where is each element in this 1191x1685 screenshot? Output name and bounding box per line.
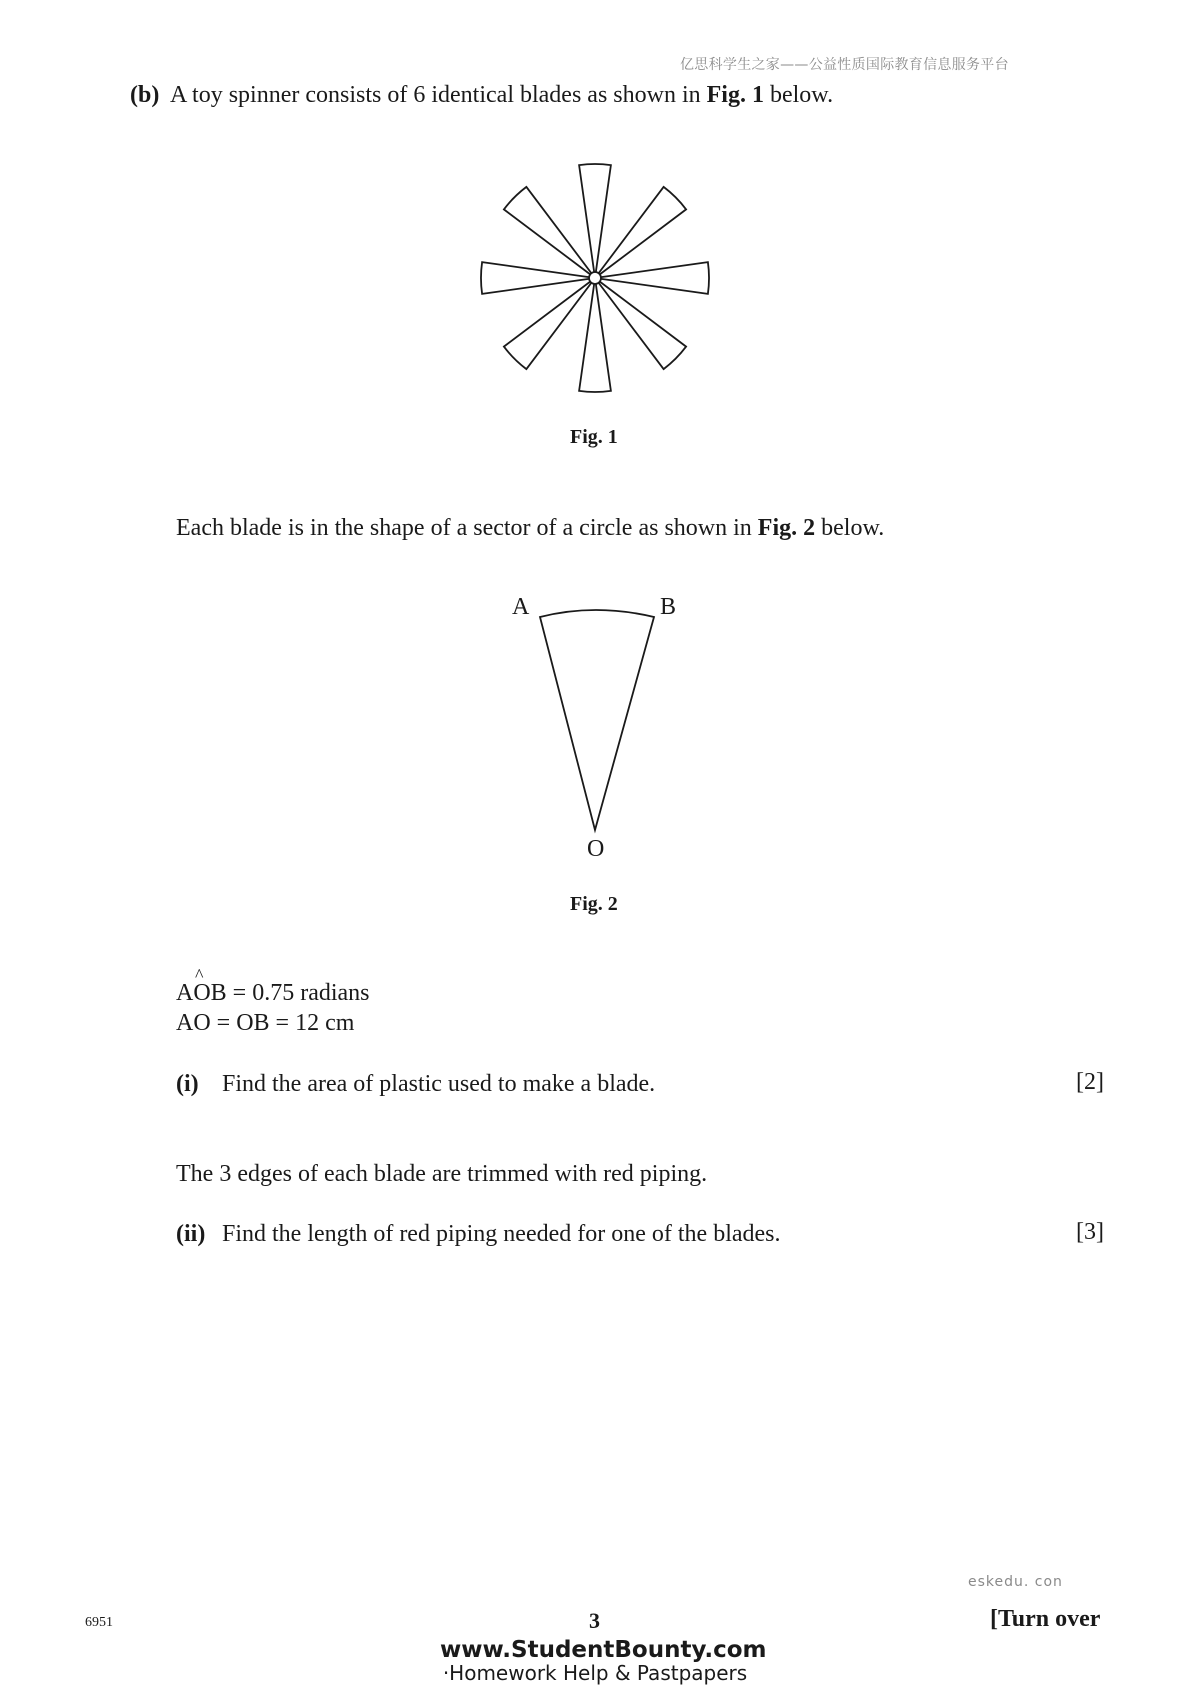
studentbounty-tagline: ·Homework Help & Pastpapers <box>442 1661 748 1685</box>
blade-intro-fig-ref: Fig. 2 <box>757 515 816 541</box>
part-b-line <box>130 80 833 110</box>
spinner-blade <box>579 278 611 392</box>
question-i-marks: [2] <box>1076 1069 1104 1095</box>
spinner-blade <box>579 164 611 278</box>
sector-outline <box>540 610 654 830</box>
spinner-blade <box>595 187 686 278</box>
part-b-fig-ref: Fig. 1 <box>706 82 764 108</box>
given-angle: AOB = 0.75 radians <box>176 980 370 1006</box>
question-ii <box>176 1219 205 1249</box>
top-watermark: 亿思科学生之家——公益性质国际教育信息服务平台 <box>680 57 1009 73</box>
point-b-label: B <box>660 594 677 620</box>
question-i <box>176 1069 199 1099</box>
spinner-blade <box>504 278 595 369</box>
spinner-blades <box>481 164 709 392</box>
part-b-label: (b) <box>130 82 160 108</box>
question-i-text: Find the area of plastic used to make a blade. <box>222 1071 656 1097</box>
question-i-label: (i) <box>176 1071 199 1097</box>
angle-hat-symbol: ^ <box>195 965 204 985</box>
spinner-blade <box>595 278 686 369</box>
fig-2-caption: Fig. 2 <box>570 893 618 915</box>
spinner-blade <box>595 262 709 294</box>
part-b-text-before: A toy spinner consists of 6 identical blades as shown in <box>170 82 707 108</box>
point-a-label: A <box>512 594 530 620</box>
question-ii-text: Find the length of red piping needed for one of the blades. <box>222 1221 781 1247</box>
given-lengths: AO = OB = 12 cm <box>176 1010 355 1036</box>
spinner-blade <box>504 187 595 278</box>
question-ii-label: (ii) <box>176 1221 206 1247</box>
blade-intro-text-after: below. <box>815 515 885 541</box>
question-ii-marks: [3] <box>1076 1219 1104 1245</box>
blade-intro-line <box>176 513 884 543</box>
fig-1-caption: Fig. 1 <box>570 426 618 448</box>
studentbounty-banner <box>440 1637 767 1685</box>
spinner-blade <box>481 262 595 294</box>
studentbounty-url: www.StudentBounty.com <box>440 1637 767 1663</box>
part-b-text-after: below. <box>763 82 834 108</box>
blade-intro-text-before: Each blade is in the shape of a sector of a circle as shown in <box>176 515 758 541</box>
turn-over: [Turn over <box>990 1606 1101 1632</box>
paper-code: 6951 <box>85 1615 113 1630</box>
spinner-hub <box>589 272 601 284</box>
piping-intro: The 3 edges of each blade are trimmed with red piping. <box>176 1161 708 1187</box>
page-number: 3 <box>589 1608 600 1633</box>
point-o-label: O <box>587 836 605 862</box>
eskedu-watermark: eskedu. con <box>968 1574 1063 1590</box>
